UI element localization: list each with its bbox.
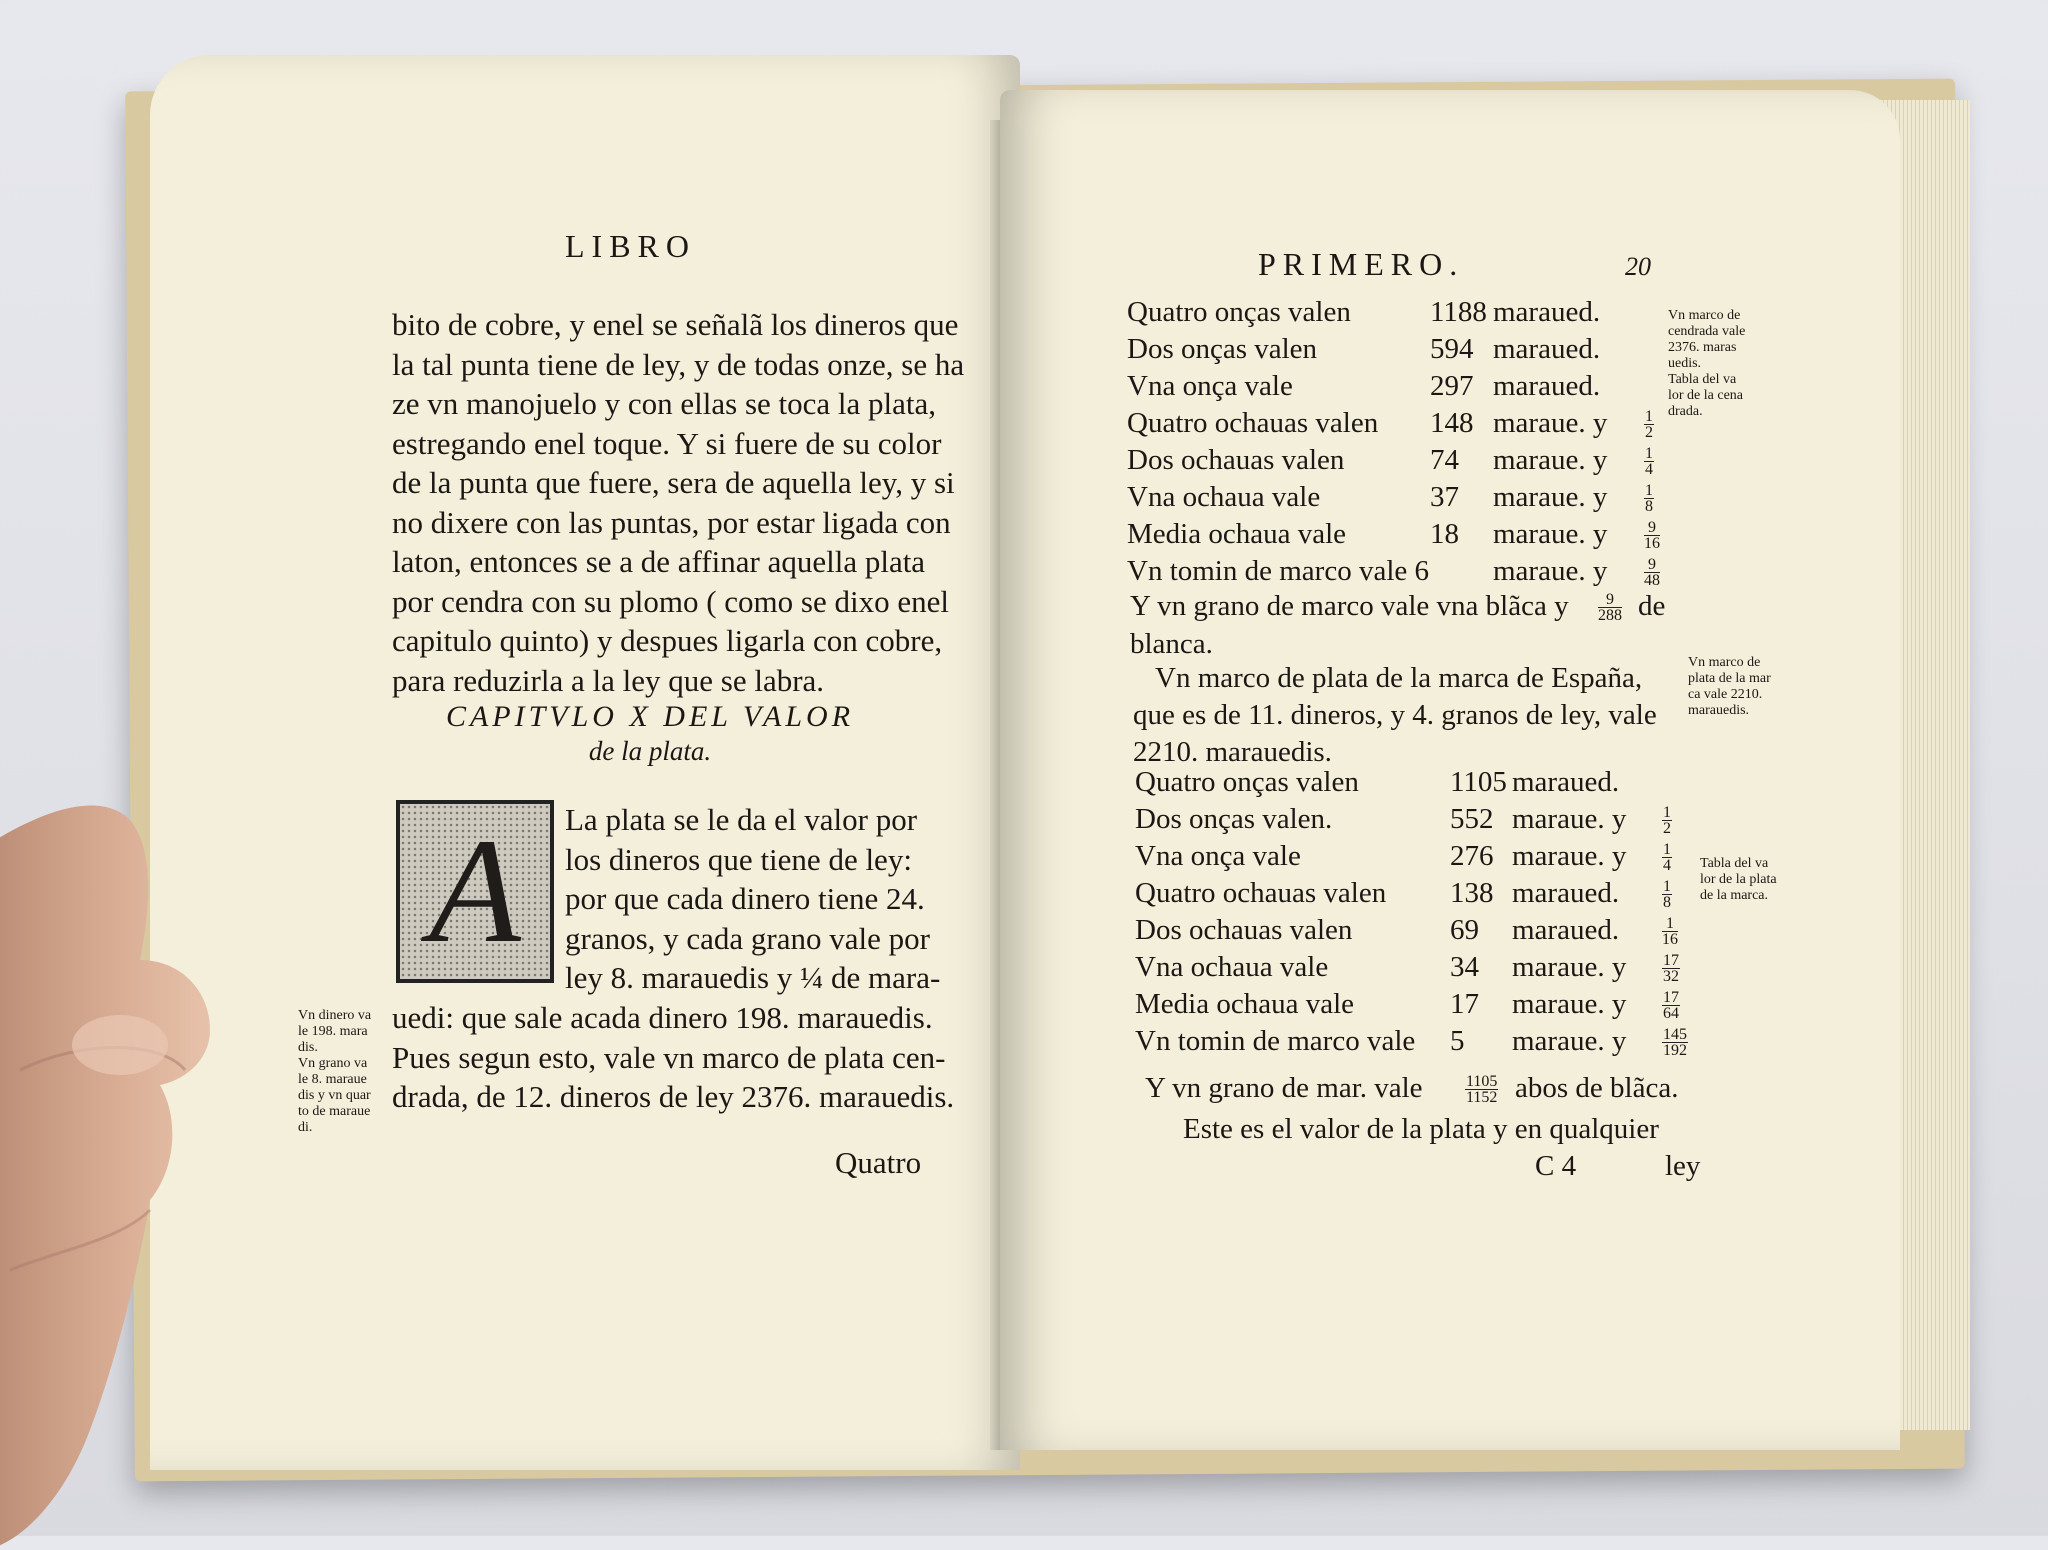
row-label: Dos onças valen <box>1127 333 1318 365</box>
row-value: 74 <box>1430 444 1459 476</box>
text-line: los dineros que tiene de ley: <box>565 841 912 877</box>
row-fraction <box>1662 916 1678 947</box>
table-row <box>1135 951 1695 988</box>
fraction-numerator: 17 <box>1663 952 1679 969</box>
row-unit: maraue. y <box>1512 988 1627 1020</box>
row-value: 18 <box>1430 518 1459 550</box>
text-line: la tal punta tiene de ley, y de todas onze, se ha <box>392 346 965 382</box>
left-full-lines <box>392 998 954 1117</box>
left-catchword: Quatro <box>835 1145 922 1180</box>
chapter-heading-subtitle: de la plata. <box>588 736 712 766</box>
margin-note-line: Vn dinero va <box>298 1008 372 1023</box>
grano-line-1-fraction: 9 288 <box>1598 591 1622 624</box>
value-table-marca <box>1135 766 1695 1062</box>
row-label: Quatro ochauas valen <box>1127 407 1379 439</box>
fraction-numerator: 1 <box>1663 878 1671 895</box>
right-margin-note-2 <box>1688 655 1771 719</box>
table-row <box>1135 1025 1695 1062</box>
fraction-numerator: 145 <box>1663 1026 1687 1043</box>
left-indented-lines <box>565 800 940 998</box>
right-margin-note-3 <box>1700 856 1777 904</box>
row-value: 69 <box>1450 914 1479 946</box>
table-row <box>1135 840 1695 877</box>
grano-line-1-suffix: de <box>1638 590 1666 622</box>
row-label: Quatro onças valen <box>1127 296 1351 328</box>
margin-note-line: 2376. maras <box>1668 340 1737 355</box>
table-row <box>1127 555 1687 592</box>
row-label: Dos onças valen. <box>1135 803 1333 835</box>
margin-note-line: Vn grano va <box>298 1056 368 1071</box>
fraction-numerator: 9 <box>1644 520 1660 536</box>
row-fraction <box>1662 1027 1688 1058</box>
text-line: por cendra con su plomo ( como se dixo enel <box>392 583 949 619</box>
hand-holding-book <box>0 790 260 1550</box>
grano-line-2-fraction: 1105 1152 <box>1466 1073 1498 1106</box>
row-unit: maraue. y <box>1512 840 1627 872</box>
row-value: 17 <box>1450 988 1479 1020</box>
row-fraction <box>1644 557 1660 588</box>
fraction-numerator: 1 <box>1645 408 1653 425</box>
text-line: por que cada dinero tiene 24. <box>565 881 925 916</box>
text-line: estregando enel toque. Y si fuere de su color <box>392 425 942 461</box>
text-line-content: Vn marco de plata de la marca de España, <box>1155 662 1643 694</box>
margin-note-line: dis y vn quar <box>298 1088 371 1103</box>
grano-line-2-text: Y vn grano de mar. vale <box>1145 1072 1423 1104</box>
left-paragraph <box>392 305 964 700</box>
row-unit: maraued. <box>1493 296 1601 328</box>
text-line: ze vn manojuelo y con ellas se toca la plata, <box>392 386 937 421</box>
margin-note-line: Vn marco de <box>1668 308 1741 323</box>
fraction-denominator: 64 <box>1663 1005 1679 1022</box>
row-unit: maraue. y <box>1493 481 1608 513</box>
row-label: Media ochaua vale <box>1135 988 1355 1020</box>
row-fraction <box>1662 990 1680 1021</box>
margin-note-line: lor de la cena <box>1668 388 1744 403</box>
margin-note-line: ca vale 2210. <box>1688 687 1763 702</box>
fraction-denominator: 4 <box>1663 857 1671 874</box>
table-row <box>1127 370 1687 407</box>
row-label: Vna onça vale <box>1127 370 1293 402</box>
left-margin-note <box>298 1008 371 1136</box>
fraction-denominator: 4 <box>1645 461 1653 478</box>
fraction-denominator: 8 <box>1663 894 1671 911</box>
text-line: uedi: que sale acada dinero 198. marauedis. <box>392 1000 933 1035</box>
table-row <box>1135 803 1695 840</box>
row-label: Dos ochauas valen <box>1127 444 1345 476</box>
table-row <box>1127 481 1687 518</box>
chapter-heading-title: CAPITVLO X DEL VALOR <box>445 700 855 733</box>
row-label: Quatro onças valen <box>1135 766 1359 798</box>
text-line-content: 2210. marauedis. <box>1133 736 1332 768</box>
fraction-numerator: 1 <box>1663 804 1671 821</box>
text-line <box>1133 662 1693 699</box>
row-fraction <box>1644 409 1654 440</box>
margin-note-line: uedis. <box>1668 356 1702 371</box>
fraction-denominator: 16 <box>1662 931 1678 948</box>
row-value: 1105 <box>1450 766 1507 798</box>
fraction-denominator: 16 <box>1644 535 1660 552</box>
decorated-initial-letter: A <box>429 808 521 974</box>
fraction-numerator: 9 <box>1644 557 1660 573</box>
margin-note-line: cendrada vale <box>1668 324 1746 339</box>
table-row <box>1127 296 1687 333</box>
row-label: Vn tomin de marco vale <box>1135 1025 1416 1057</box>
fraction-denominator: 192 <box>1663 1042 1687 1059</box>
table-row <box>1135 988 1695 1025</box>
text-line: ley 8. marauedis y ¼ de mara- <box>565 960 941 995</box>
grano-line-1-continuation: blanca. <box>1130 628 1213 660</box>
text-line: para reduzirla a la ley que se labra. <box>392 662 825 698</box>
row-unit: maraued. <box>1493 370 1601 402</box>
row-unit: maraued. <box>1493 333 1601 365</box>
row-value: 276 <box>1450 840 1494 872</box>
row-fraction <box>1644 446 1654 477</box>
fraction-numerator: 1 <box>1662 916 1678 932</box>
margin-note-line: Tabla del va <box>1668 372 1737 387</box>
row-label: Vn tomin de marco vale 6 <box>1127 555 1429 587</box>
row-value: 552 <box>1450 803 1494 835</box>
right-margin-note-1 <box>1668 308 1745 420</box>
margin-note-line: to de maraue <box>298 1104 371 1119</box>
grano-line-2-suffix: abos de blãca. <box>1515 1072 1679 1104</box>
row-value: 5 <box>1450 1025 1465 1057</box>
grano-line-1 <box>1130 590 1690 665</box>
row-label: Vna ochaua vale <box>1127 481 1321 513</box>
row-label: Dos ochauas valen <box>1135 914 1353 946</box>
row-value: 138 <box>1450 877 1494 909</box>
table-row <box>1127 444 1687 481</box>
folio-number: 20 <box>1625 252 1651 281</box>
row-label: Quatro ochauas valen <box>1135 877 1387 909</box>
margin-note-line: le 8. maraue <box>298 1072 367 1087</box>
grano-line-1-text: Y vn grano de marco vale vna blãca y <box>1130 590 1569 622</box>
text-line-content: que es de 11. dineros, y 4. granos de ley, vale <box>1133 699 1657 731</box>
fraction-numerator: 1 <box>1645 445 1653 462</box>
closing-line: Este es el valor de la plata y en qualquier <box>1183 1113 1659 1145</box>
fraction-denominator: 48 <box>1644 572 1660 589</box>
row-fraction <box>1644 520 1660 551</box>
right-paragraph <box>1133 662 1693 773</box>
row-value: 1188 <box>1430 296 1487 328</box>
row-unit: maraued. <box>1512 914 1620 946</box>
right-running-head: PRIMERO. <box>1258 246 1465 282</box>
table-row <box>1127 333 1687 370</box>
fraction-numerator: 17 <box>1663 989 1679 1006</box>
text-line: bito de cobre, y enel se señalã los dineros que <box>392 307 959 342</box>
row-unit: maraued. <box>1512 766 1620 798</box>
fraction-numerator: 1 <box>1645 482 1653 499</box>
margin-note-line: plata de la mar <box>1688 671 1771 686</box>
row-unit: maraue. y <box>1512 803 1627 835</box>
margin-note-line: Tabla del va <box>1700 856 1769 871</box>
margin-note-line: de la marca. <box>1700 888 1769 903</box>
row-label: Vna onça vale <box>1135 840 1301 872</box>
text-line: La plata se le da el valor por <box>565 802 918 837</box>
text-line: no dixere con las puntas, por estar ligada con <box>392 504 951 540</box>
margin-note-line: drada. <box>1668 404 1703 419</box>
row-unit: maraue. y <box>1493 444 1608 476</box>
fraction-denominator: 2 <box>1663 820 1671 837</box>
row-unit: maraue. y <box>1493 518 1608 550</box>
margin-note-line: lor de la plata <box>1700 872 1777 887</box>
fraction-denominator: 32 <box>1663 968 1679 985</box>
value-table-cendrada <box>1127 296 1687 592</box>
text-line: Pues segun esto, vale vn marco de plata cen- <box>392 1039 946 1075</box>
chapter-heading <box>390 700 910 767</box>
table-row <box>1127 518 1687 555</box>
table-row <box>1127 407 1687 444</box>
grano-line-2 <box>1145 1072 1705 1109</box>
row-fraction <box>1662 842 1672 873</box>
row-label: Vna ochaua vale <box>1135 951 1329 983</box>
left-running-head: LIBRO <box>565 228 696 264</box>
row-fraction <box>1662 805 1672 836</box>
row-value: 37 <box>1430 481 1459 513</box>
row-unit: maraue. y <box>1493 555 1608 587</box>
fraction-denominator: 2 <box>1645 424 1653 441</box>
margin-note-line: Vn marco de <box>1688 655 1761 670</box>
text-line: de la punta que fuere, sera de aquella ley, y si <box>392 465 955 500</box>
row-fraction <box>1644 483 1654 514</box>
text-line: drada, de 12. dineros de ley 2376. marauedis. <box>392 1079 955 1114</box>
text-line <box>1133 699 1693 736</box>
table-row <box>1135 914 1695 951</box>
text-line: capitulo quinto) y despues ligarla con cobre, <box>392 623 943 658</box>
row-unit: maraued. <box>1512 877 1620 909</box>
row-fraction <box>1662 879 1672 910</box>
margin-note-line: le 198. mara <box>298 1024 368 1039</box>
fraction-numerator: 1 <box>1663 841 1671 858</box>
row-unit: maraue. y <box>1493 407 1608 439</box>
row-value: 148 <box>1430 407 1474 439</box>
text-line: granos, y cada grano vale por <box>565 920 930 956</box>
margin-note-line: marauedis. <box>1688 703 1750 718</box>
row-fraction <box>1662 953 1680 984</box>
row-value: 297 <box>1430 370 1474 402</box>
row-unit: maraue. y <box>1512 1025 1627 1057</box>
text-line: laton, entonces se a de affinar aquella plata <box>392 544 926 579</box>
row-value: 34 <box>1450 951 1479 983</box>
row-label: Media ochaua vale <box>1127 518 1347 550</box>
margin-note-line: di. <box>298 1120 313 1135</box>
table-row <box>1135 766 1695 803</box>
row-value: 594 <box>1430 333 1474 365</box>
row-unit: maraue. y <box>1512 951 1627 983</box>
fraction-denominator: 8 <box>1645 498 1653 515</box>
table-row <box>1135 877 1695 914</box>
decorated-initial <box>396 800 554 983</box>
margin-note-line: dis. <box>298 1040 318 1055</box>
